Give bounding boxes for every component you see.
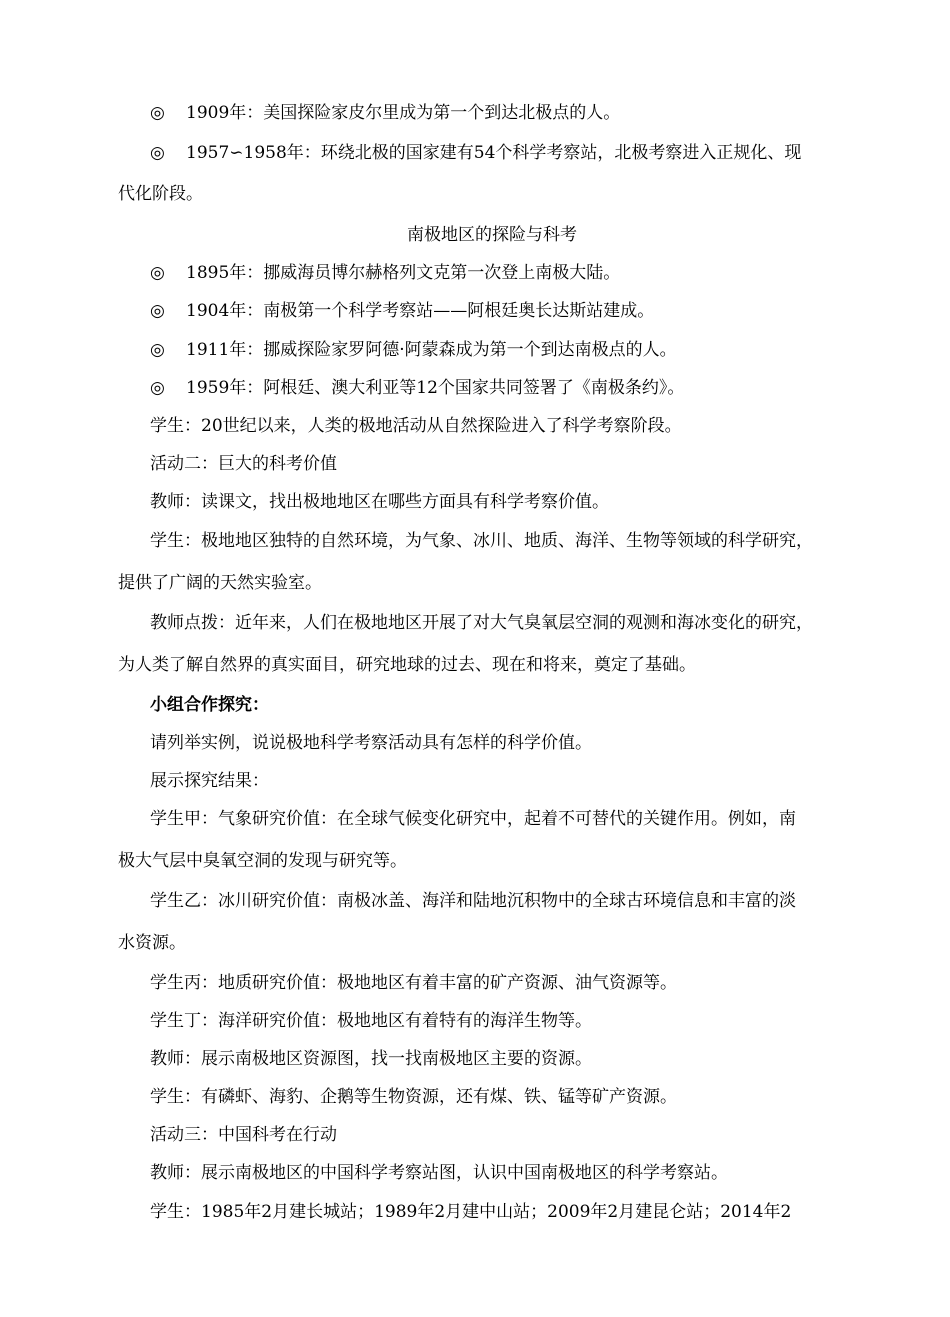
bullet-icon: ◎ <box>150 340 165 360</box>
bullet-icon: ◎ <box>150 378 165 398</box>
activity-3-title: 活动三：中国科考在行动 <box>150 1125 337 1145</box>
group-inquiry-heading: 小组合作探究： <box>150 695 269 715</box>
paragraph-teacher-1: 教师：读课文，找出极地地区在哪些方面具有科学考察价值。 <box>150 492 609 512</box>
timeline-item-1911: ◎ 1911年：挪威探险家罗阿德·阿蒙森成为第一个到达南极点的人。 <box>150 340 677 360</box>
timeline-item-1909: ◎ 1909年：美国探险家皮尔里成为第一个到达北极点的人。 <box>150 103 621 123</box>
paragraph-student-2-cont: 提供了广阔的天然实验室。 <box>118 573 322 593</box>
student-a-answer: 学生甲：气象研究价值：在全球气候变化研究中，起着不可替代的关键作用。例如，南 <box>150 809 796 829</box>
paragraph-teacher-2: 教师：展示南极地区资源图，找一找南极地区主要的资源。 <box>150 1049 592 1069</box>
bullet-icon: ◎ <box>150 143 165 163</box>
results-label: 展示探究结果： <box>150 771 269 791</box>
bullet-icon: ◎ <box>150 301 165 321</box>
paragraph-student-4: 学生：1985年2月建长城站；1989年2月建中山站；2009年2月建昆仑站；2014年2 <box>150 1202 792 1222</box>
student-a-answer-cont: 极大气层中臭氧空洞的发现与研究等。 <box>118 851 407 871</box>
student-b-answer-cont: 水资源。 <box>118 933 186 953</box>
bullet-icon: ◎ <box>150 263 165 283</box>
timeline-item-1895: ◎ 1895年：挪威海员博尔赫格列文克第一次登上南极大陆。 <box>150 263 621 283</box>
student-c-answer: 学生丙：地质研究价值：极地地区有着丰富的矿产资源、油气资源等。 <box>150 973 677 993</box>
timeline-item-1904: ◎ 1904年：南极第一个科学考察站——阿根廷奥长达斯站建成。 <box>150 301 655 321</box>
section-heading: 南极地区的探险与科考 <box>407 225 577 245</box>
student-d-answer: 学生丁：海洋研究价值：极地地区有着特有的海洋生物等。 <box>150 1011 592 1031</box>
timeline-item-1957-cont: 代化阶段。 <box>118 184 203 204</box>
paragraph-teacher-3: 教师：展示南极地区的中国科学考察站图，认识中国南极地区的科学考察站。 <box>150 1163 728 1183</box>
paragraph-teacher-note: 教师点拨：近年来，人们在极地地区开展了对大气臭氧层空洞的观测和海冰变化的研究， <box>150 613 813 633</box>
paragraph-student-2: 学生：极地地区独特的自然环境，为气象、冰川、地质、海洋、生物等领域的科学研究， <box>150 531 813 551</box>
bullet-icon: ◎ <box>150 103 165 123</box>
timeline-item-1959: ◎ 1959年：阿根廷、澳大利亚等12个国家共同签署了《南极条约》。 <box>150 378 685 398</box>
student-b-answer: 学生乙：冰川研究价值：南极冰盖、海洋和陆地沉积物中的全球古环境信息和丰富的淡 <box>150 891 796 911</box>
timeline-item-1957: ◎ 1957∽1958年：环绕北极的国家建有54个科学考察站，北极考察进入正规化、现 <box>150 143 802 163</box>
paragraph-student-1: 学生：20世纪以来，人类的极地活动从自然探险进入了科学考察阶段。 <box>150 416 682 436</box>
inquiry-prompt: 请列举实例，说说极地科学考察活动具有怎样的科学价值。 <box>150 733 592 753</box>
paragraph-student-3: 学生：有磷虾、海豹、企鹅等生物资源，还有煤、铁、锰等矿产资源。 <box>150 1087 677 1107</box>
activity-2-title: 活动二：巨大的科考价值 <box>150 454 337 474</box>
paragraph-teacher-note-cont: 为人类了解自然界的真实面目，研究地球的过去、现在和将来，奠定了基础。 <box>118 655 696 675</box>
